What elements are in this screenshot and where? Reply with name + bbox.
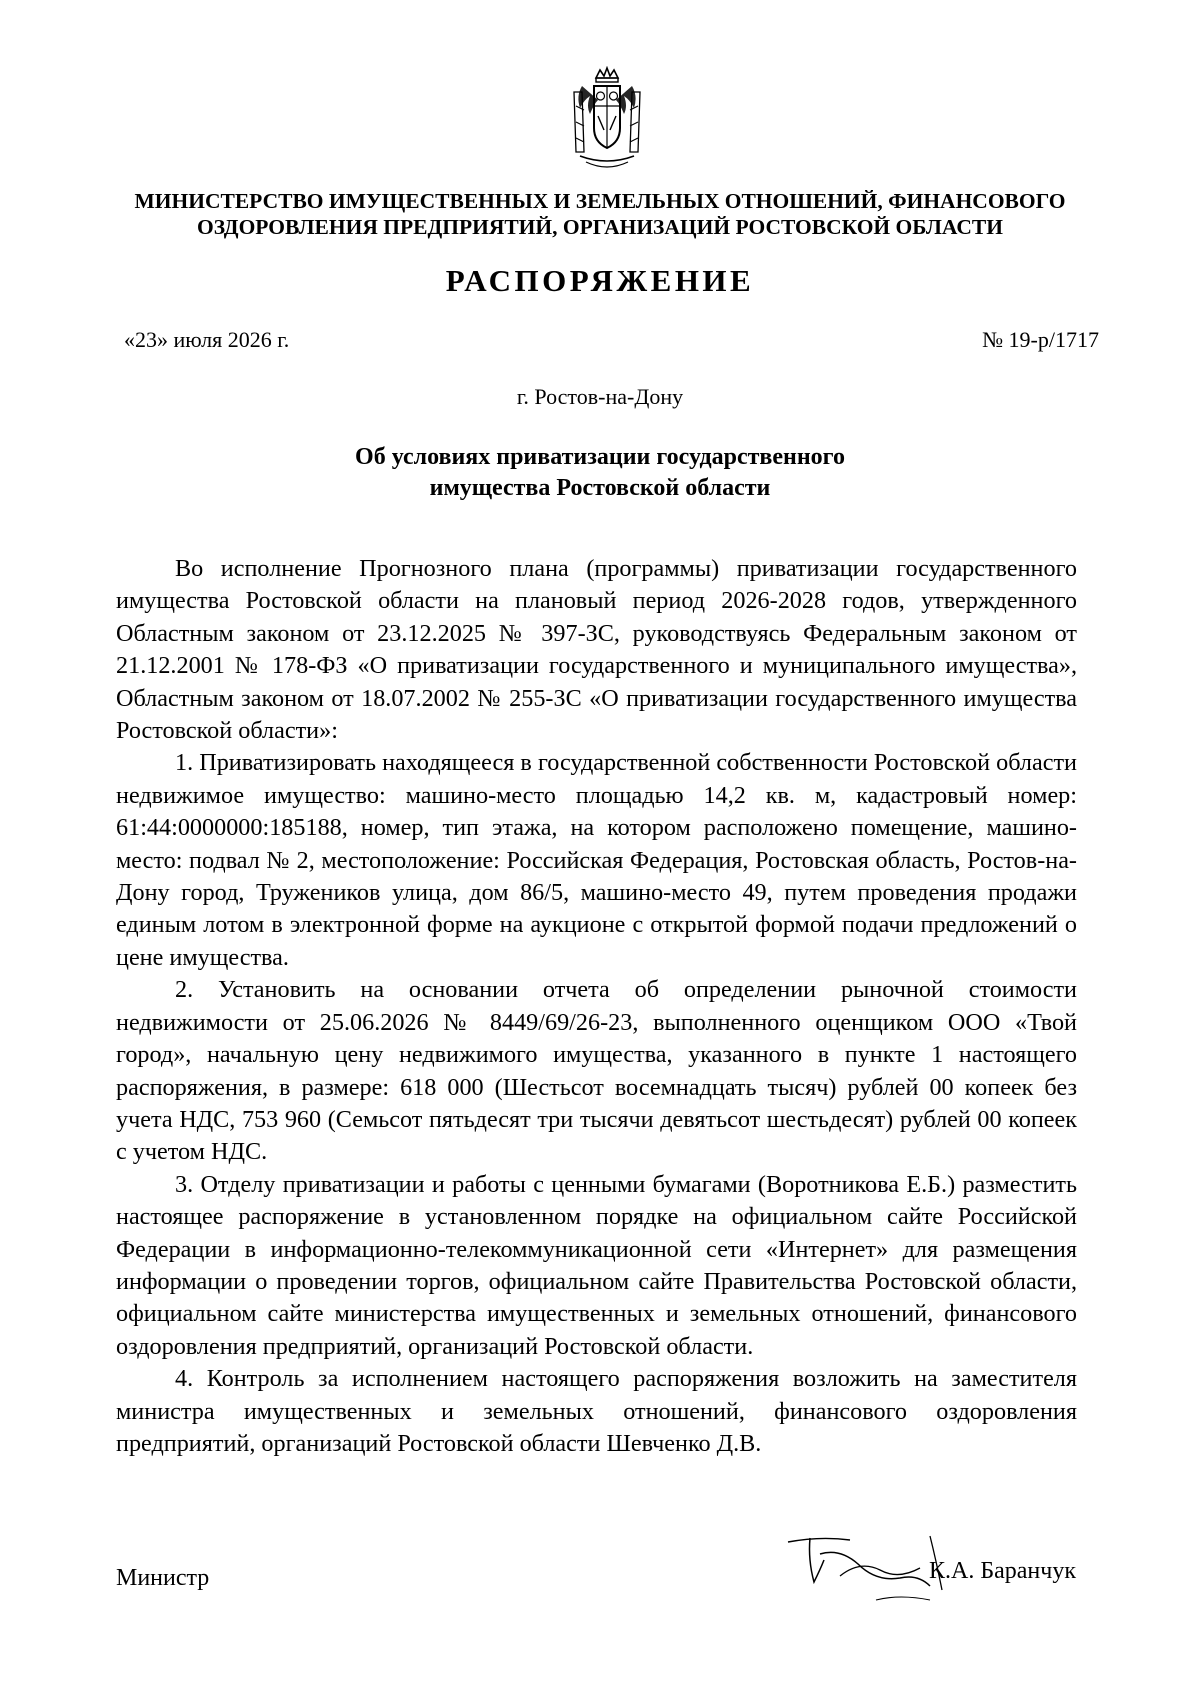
- document-type: РАСПОРЯЖЕНИЕ: [445, 263, 755, 298]
- coat-of-arms-icon: [568, 66, 646, 174]
- document-title-line1: Об условиях приватизации государственного: [355, 444, 845, 470]
- ministry-name-line2: ОЗДОРОВЛЕНИЯ ПРЕДПРИЯТИЙ, ОРГАНИЗАЦИЙ РОСТОВСКОЙ ОБЛАСТИ: [197, 215, 1003, 239]
- document-title-line2: имущества Ростовской области: [429, 475, 771, 501]
- document-date: «23» июля 2026 г.: [124, 327, 290, 352]
- signer-name: К.А. Баранчук: [929, 1558, 1076, 1584]
- item-paragraph-4: 4. Контроль за исполнением настоящего распоряжения возложить на заместителя министра имущественных и земельных отношений, финансового оздоровления предприятий, организаций Ростовской области Шевченко Д.В.: [116, 1365, 1077, 1457]
- item-paragraph-3: 3. Отделу приватизации и работы с ценными бумагами (Воротникова Е.Б.) разместить настоящее распоряжение в установленном порядке на официальном сайте Российской Федерации в информационно-телекоммуникационной сети «Интернет» для размещения информации о проведении торгов, официальном сайте Правительства Ростовской области, официальном сайте министерства имущественных и земельных отношений, финансового оздоровления предприятий, организаций Ростовской области.: [116, 1170, 1077, 1360]
- ministry-name: [100, 188, 1100, 240]
- ministry-name-line1: МИНИСТЕРСТВО ИМУЩЕСТВЕННЫХ И ЗЕМЕЛЬНЫХ ОТНОШЕНИЙ, ФИНАНСОВОГО: [134, 189, 1066, 213]
- document-body: [116, 553, 1077, 1460]
- preamble-paragraph: Во исполнение Прогнозного плана (программы) приватизации государственного имущества Ростовской области на плановый период 2026-2028 годов, утвержденного Областным законом от 23.12.2025 № 397-ЗС, руководствуясь Федеральным законом от 21.12.2001 № 178-ФЗ «О приватизации государственного и муниципального имущества», Областным законом от 18.07.2002 № 255-ЗС «О приватизации государственного имущества Ростовской области»:: [116, 555, 1077, 745]
- item-paragraph-1: 1. Приватизировать находящееся в государственной собственности Ростовской области недвижимое имущество: машино-место площадью 14,2 кв. м, кадастровый номер: 61:44:0000000:185188, номер, тип этажа, на котором расположено помещение, машино-место: подвал № 2, местоположение: Российская Федерация, Ростовская область, Ростов-на-Дону город, Тружеников улица, дом 86/5, машино-место 49, путем проведения продажи единым лотом в электронной форме на аукционе с открытой формой подачи предложений о цене имущества.: [116, 749, 1077, 971]
- document-city: г. Ростов-на-Дону: [516, 384, 684, 409]
- item-paragraph-2: 2. Установить на основании отчета об определении рыночной стоимости недвижимости от 25.06.2026 № 8449/69/26-23, выполненного оценщиком ООО «Твой город», начальную цену недвижимого имущества, указанного в пункте 1 настоящего распоряжения, в размере: 618 000 (Шестьсот восемнадцать тысяч) рублей 00 копеек без учета НДС, 753 960 (Семьсот пятьдесят три тысячи девятьсот шестьдесят) рублей 00 копеек с учетом НДС.: [116, 976, 1077, 1166]
- document-number: № 19-р/1717: [982, 327, 1099, 352]
- document-title: [100, 442, 1100, 504]
- signer-position: Министр: [116, 1565, 210, 1591]
